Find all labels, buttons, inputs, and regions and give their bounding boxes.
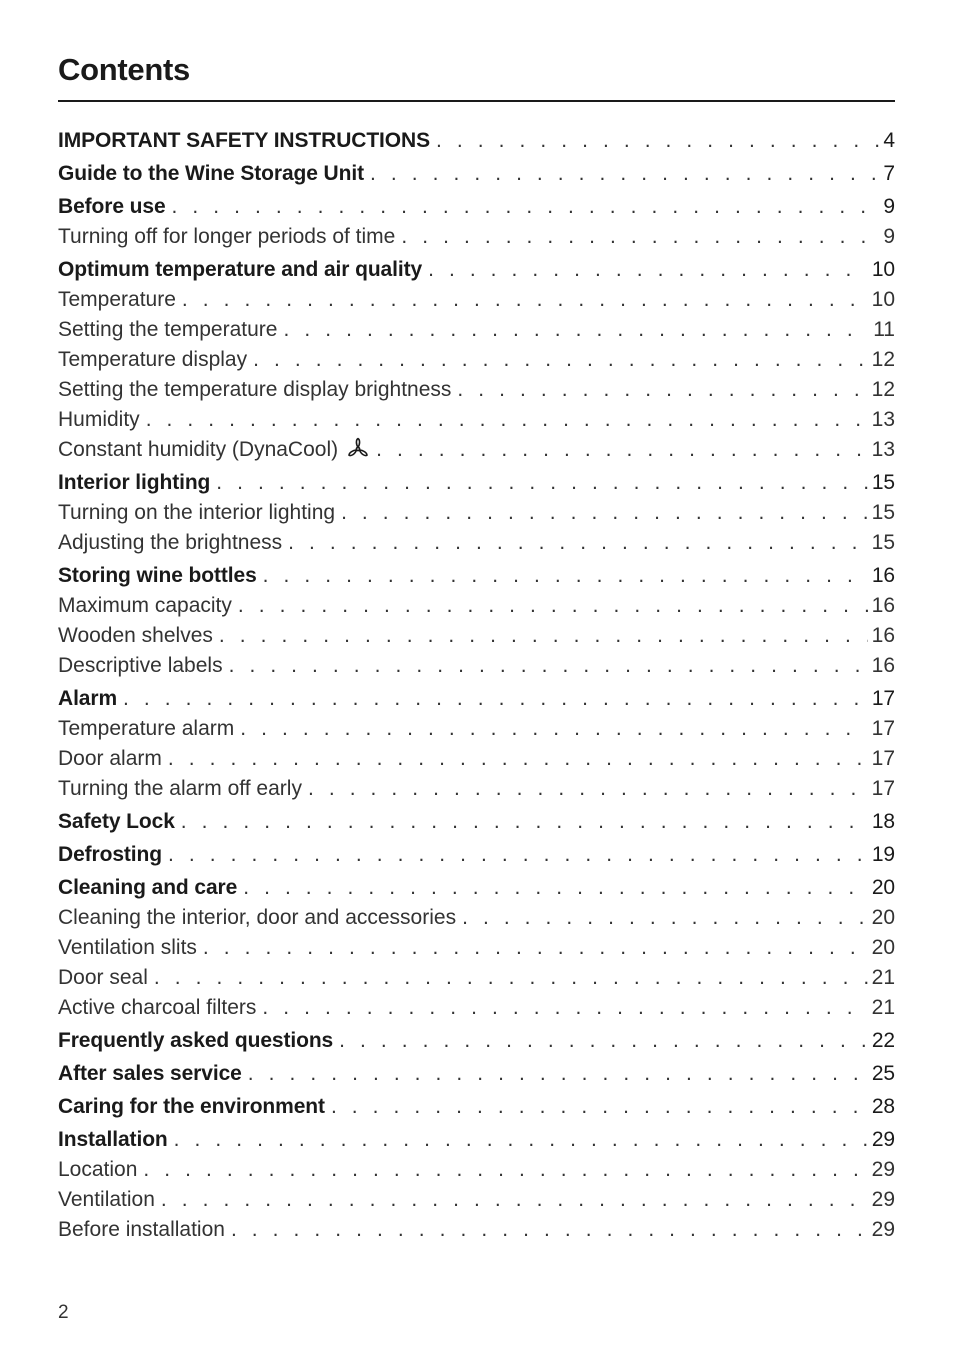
toc-page-number: 15 [871,501,895,524]
toc-page-number: 16 [871,594,895,617]
toc-dot-leader [341,498,868,528]
toc-subsection-entry[interactable] [58,285,895,315]
toc-dot-leader [240,714,867,744]
toc-entry-text: Turning the alarm off early [58,777,302,800]
toc-page-number: 20 [871,876,895,899]
toc-page-number: 17 [871,717,895,740]
toc-entry-text: Alarm [58,687,118,710]
toc-entry-text: Active charcoal filters [58,996,257,1019]
toc-dot-leader [243,873,868,903]
fan-icon [346,437,370,459]
toc-dot-leader [462,903,868,933]
toc-dot-leader [428,255,868,285]
toc-page-number: 17 [871,747,895,770]
toc-entry-text: IMPORTANT SAFETY INSTRUCTIONS [58,129,430,152]
toc-section-entry[interactable] [58,159,895,189]
toc-dot-leader [262,993,867,1023]
toc-entry-label [58,405,140,435]
toc-dot-leader [168,744,868,774]
toc-dot-leader [248,1059,868,1089]
toc-subsection-entry[interactable] [58,933,895,963]
toc-subsection-entry[interactable] [58,714,895,744]
toc-dot-leader [288,528,868,558]
toc-dot-leader [203,933,868,963]
toc-page-number: 19 [871,843,895,866]
toc-entry-text: Temperature display [58,348,248,371]
toc-subsection-entry[interactable] [58,621,895,651]
toc-entry-text: Before installation [58,1218,225,1241]
toc-page-number: 17 [871,777,895,800]
toc-dot-leader [339,1026,868,1056]
toc-dot-leader [263,561,868,591]
toc-entry-text: Installation [58,1128,168,1151]
toc-subsection-entry[interactable] [58,651,895,681]
toc-entry-label [58,315,277,345]
toc-page-number: 10 [871,258,895,281]
toc-page-number: 10 [871,288,895,311]
toc-page-number: 15 [871,471,895,494]
toc-entry-label [58,126,430,156]
toc-dot-leader [457,375,867,405]
toc-page-number: 29 [871,1128,895,1151]
toc-subsection-entry[interactable] [58,1185,895,1215]
toc-page-number: 11 [873,318,895,341]
toc-section-entry[interactable] [58,192,895,222]
toc-entry-label [58,285,176,315]
toc-entry-text: Ventilation [58,1188,155,1211]
toc-entry-label [58,621,213,651]
toc-dot-leader [172,192,880,222]
toc-entry-text: Constant humidity (DynaCool) [58,438,339,461]
toc-dot-leader [216,468,868,498]
toc-entry-text: Safety Lock [58,810,175,833]
toc-section-entry[interactable] [58,561,895,591]
table-of-contents [58,126,895,1245]
toc-section-entry[interactable] [58,255,895,285]
toc-section-entry[interactable] [58,840,895,870]
toc-entry-label [58,468,210,498]
toc-entry-text: After sales service [58,1062,242,1085]
toc-entry-label [58,933,197,963]
toc-entry-label [58,684,117,714]
toc-entry-text: Cleaning the interior, door and accessories [58,906,457,929]
toc-page-number: 15 [871,531,895,554]
toc-entry-label [58,345,247,375]
toc-entry-text: Storing wine bottles [58,564,257,587]
toc-dot-leader [174,1125,868,1155]
toc-dot-leader [376,435,868,465]
toc-entry-text: Setting the temperature [58,318,278,341]
toc-entry-label [58,159,364,189]
toc-subsection-entry[interactable] [58,1155,895,1185]
toc-entry-text: Guide to the Wine Storage Unit [58,162,364,185]
toc-dot-leader [238,591,868,621]
toc-entry-text: Setting the temperature display brightness [58,378,452,401]
toc-entry-label [58,651,223,681]
toc-entry-label [58,714,234,744]
toc-dot-leader [143,1155,867,1185]
toc-subsection-entry[interactable] [58,435,895,465]
toc-subsection-entry[interactable] [58,591,895,621]
toc-dot-leader [181,807,868,837]
toc-subsection-entry[interactable] [58,903,895,933]
toc-entry-label [58,222,395,252]
toc-entry-label [58,435,370,465]
toc-page-number: 12 [871,378,895,401]
toc-page-number: 21 [871,966,895,989]
toc-entry-text: Turning on the interior lighting [58,501,336,524]
toc-entry-text: Before use [58,195,166,218]
toc-dot-leader [436,126,879,156]
toc-dot-leader [370,159,879,189]
toc-page-number: 16 [871,624,895,647]
toc-entry-text: Temperature [58,288,176,311]
toc-entry-text: Turning off for longer periods of time [58,225,396,248]
toc-entry-text: Interior lighting [58,471,211,494]
toc-section-entry[interactable] [58,468,895,498]
toc-entry-label [58,744,162,774]
toc-entry-label [58,1092,325,1122]
toc-page-number: 4 [883,129,895,152]
toc-entry-label [58,1215,225,1245]
toc-entry-text: Door seal [58,966,148,989]
toc-dot-leader [229,651,868,681]
toc-entry-text: Location [58,1158,138,1181]
toc-section-entry[interactable] [58,684,895,714]
toc-section-entry[interactable] [58,873,895,903]
toc-entry-text: Ventilation slits [58,936,197,959]
toc-page-number: 28 [871,1095,895,1118]
toc-page-number: 16 [871,654,895,677]
toc-dot-leader [231,1215,868,1245]
toc-dot-leader [219,621,868,651]
toc-dot-leader [331,1092,868,1122]
toc-page-number: 29 [871,1158,895,1181]
toc-subsection-entry[interactable] [58,498,895,528]
toc-section-entry[interactable] [58,126,895,156]
toc-subsection-entry[interactable] [58,1215,895,1245]
toc-page-number: 25 [871,1062,895,1085]
toc-page-number: 16 [871,564,895,587]
toc-entry-text: Defrosting [58,843,163,866]
toc-entry-label [58,591,232,621]
toc-page-number: 20 [871,936,895,959]
toc-dot-leader [308,774,868,804]
toc-entry-text: Humidity [58,408,140,431]
toc-entry-label [58,192,166,222]
toc-section-entry[interactable] [58,1125,895,1155]
toc-page-number: 18 [871,810,895,833]
toc-dot-leader [283,315,869,345]
toc-dot-leader [123,684,868,714]
toc-entry-label [58,375,451,405]
toc-entry-label [58,807,175,837]
title-divider [58,100,895,102]
toc-entry-label [58,1059,242,1089]
toc-entry-text: Door alarm [58,747,162,770]
toc-section-entry[interactable] [58,807,895,837]
toc-entry-label [58,1155,137,1185]
toc-entry-text: Optimum temperature and air quality [58,258,423,281]
toc-dot-leader [182,285,868,315]
toc-subsection-entry[interactable] [58,993,895,1023]
toc-entry-text: Wooden shelves [58,624,213,647]
toc-subsection-entry[interactable] [58,222,895,252]
toc-page-number: 29 [871,1218,895,1241]
toc-subsection-entry[interactable] [58,345,895,375]
toc-section-entry[interactable] [58,1092,895,1122]
toc-subsection-entry[interactable] [58,315,895,345]
toc-entry-label [58,873,237,903]
toc-dot-leader [253,345,868,375]
toc-subsection-entry[interactable] [58,744,895,774]
toc-subsection-entry[interactable] [58,963,895,993]
toc-section-entry[interactable] [58,1059,895,1089]
toc-subsection-entry[interactable] [58,375,895,405]
toc-entry-text: Caring for the environment [58,1095,325,1118]
toc-entry-label [58,255,422,285]
toc-entry-text: Cleaning and care [58,876,238,899]
toc-entry-label [58,498,335,528]
toc-dot-leader [161,1185,868,1215]
toc-subsection-entry[interactable] [58,774,895,804]
toc-entry-label [58,840,162,870]
toc-entry-label [58,903,456,933]
toc-entry-text: Frequently asked questions [58,1029,334,1052]
toc-entry-text: Temperature alarm [58,717,235,740]
toc-page-number: 21 [871,996,895,1019]
page-title: Contents [58,52,190,87]
toc-entry-text: Descriptive labels [58,654,223,677]
toc-dot-leader [154,963,868,993]
toc-entry-label [58,774,302,804]
toc-page-number: 9 [883,195,895,218]
toc-dot-leader [168,840,868,870]
toc-entry-label [58,1125,168,1155]
toc-section-entry[interactable] [58,1026,895,1056]
toc-dot-leader [146,405,868,435]
toc-entry-label [58,1185,155,1215]
toc-subsection-entry[interactable] [58,405,895,435]
toc-entry-text: Adjusting the brightness [58,531,283,554]
toc-page-number: 13 [871,408,895,431]
toc-entry-label [58,561,257,591]
toc-page-number: 29 [871,1188,895,1211]
toc-page-number: 17 [871,687,895,710]
toc-entry-label [58,1026,333,1056]
toc-page-number: 12 [871,348,895,371]
toc-entry-label [58,528,282,558]
page-number: 2 [58,1302,69,1323]
toc-page-number: 7 [883,162,895,185]
toc-page-number: 22 [871,1029,895,1052]
toc-entry-text: Maximum capacity [58,594,232,617]
toc-entry-label [58,993,256,1023]
toc-subsection-entry[interactable] [58,528,895,558]
toc-dot-leader [401,222,879,252]
toc-page-number: 13 [871,438,895,461]
toc-entry-label [58,963,148,993]
toc-page-number: 20 [871,906,895,929]
toc-page-number: 9 [883,225,895,248]
